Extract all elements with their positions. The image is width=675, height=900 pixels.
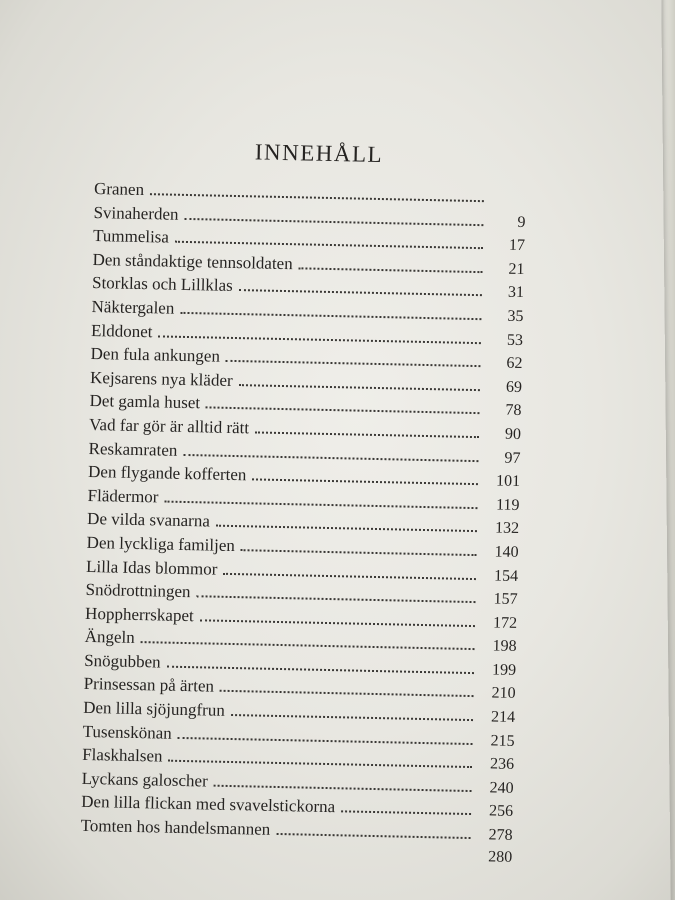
toc-entry-page: 199 — [491, 661, 517, 679]
dot-leader — [158, 335, 481, 344]
toc-entry-page: 119 — [495, 496, 520, 514]
toc-title: INNEHÅLL — [254, 139, 384, 168]
dot-leader — [220, 690, 474, 697]
toc-entry-title: De vilda svanarna — [86, 509, 211, 531]
toc-entry-title: Den flygande kofferten — [87, 462, 247, 485]
dot-leader — [200, 619, 475, 627]
dot-leader — [299, 267, 483, 273]
toc-entry-title: Ängeln — [84, 627, 135, 648]
toc-entry-title: Tusenskönan — [82, 721, 172, 743]
toc-entry-page — [484, 202, 526, 203]
toc-entry-page: 132 — [494, 519, 520, 538]
toc-entry-page: 78 — [505, 402, 522, 420]
toc-entry-page: 31 — [507, 284, 525, 302]
toc-entry-page: 17 — [508, 236, 526, 255]
dot-leader — [216, 525, 477, 532]
toc-entry-title: Den lilla sjöjungfrun — [83, 697, 226, 720]
toc-entry-title: Den fula ankungen — [90, 344, 221, 366]
toc-entry-title: Det gamla huset — [89, 391, 201, 413]
dot-leader — [175, 241, 483, 249]
toc-entry-page: 198 — [492, 637, 517, 656]
toc-entry-page: 172 — [492, 614, 518, 632]
toc-entry-page: 69 — [505, 378, 523, 396]
toc-entry-title: Flaskhalsen — [82, 745, 163, 766]
toc-entry-title: Kejsarens nya kläder — [89, 367, 233, 390]
dot-leader — [164, 500, 477, 509]
toc-entry-title: Näktergalen — [91, 296, 175, 318]
toc-entry-title: Tomten hos handelsmannen — [80, 815, 271, 839]
dot-leader — [184, 218, 483, 226]
toc-entry-page: 215 — [490, 732, 515, 750]
dot-leader — [183, 453, 478, 461]
toc-entry-page: 214 — [490, 708, 516, 727]
toc-entry-page: 140 — [494, 543, 519, 561]
dot-leader — [206, 407, 480, 415]
toc-entry-title: Prinsessan på ärten — [83, 674, 215, 697]
toc-entry-page: 240 — [489, 779, 514, 797]
toc-entry-title: Snögubben — [83, 650, 161, 672]
toc-entry-page: 35 — [507, 307, 524, 325]
toc-entry-page: 90 — [504, 425, 522, 443]
dot-leader — [168, 760, 472, 768]
toc-entry-page: 97 — [504, 449, 521, 467]
toc-entry-title: Den lyckliga familjen — [86, 532, 236, 555]
dot-leader — [239, 384, 480, 391]
dot-leader — [196, 595, 475, 603]
toc-entry-page: 53 — [506, 331, 524, 349]
dot-leader — [141, 641, 475, 650]
toc-entry-page: 236 — [489, 755, 515, 774]
toc-entry-title: Den ståndaktige tennsoldaten — [92, 249, 293, 273]
dot-leader — [214, 784, 472, 791]
toc-entry-page: 154 — [493, 566, 519, 585]
dot-leader — [341, 811, 471, 816]
toc-entry-title: Lyckans galoscher — [81, 768, 208, 791]
toc-entry-page: 157 — [493, 590, 518, 609]
toc-entry-page: 210 — [491, 684, 516, 703]
dot-leader — [178, 737, 473, 745]
dot-leader — [231, 714, 473, 721]
toc-entry-page: 9 — [517, 213, 526, 231]
toc-entry-title: Flädermor — [87, 485, 159, 507]
dot-leader — [252, 479, 478, 486]
dot-leader — [223, 572, 476, 579]
toc-entry-page: 256 — [488, 802, 514, 821]
toc-entry-title: Reskamraten — [88, 438, 178, 460]
toc-entry-title: Hoppherrskapet — [84, 603, 194, 625]
toc-entry-title: Tummelisa — [92, 226, 170, 247]
dot-leader — [255, 431, 479, 438]
toc-entry-title: Elddonet — [90, 320, 153, 341]
dot-leader — [241, 549, 477, 556]
toc-entry-page: 278 — [488, 826, 513, 844]
toc-entry-title: Vad far gör är alltid rätt — [88, 414, 250, 438]
dot-leader — [276, 833, 470, 839]
toc-entries — [80, 179, 526, 872]
toc-entry-title: Lilla Idas blommor — [85, 556, 218, 579]
toc-entry-title: Storklas och Lillklas — [91, 273, 233, 296]
dot-leader — [226, 360, 481, 367]
dot-leader — [180, 312, 481, 320]
toc-entry-page: 280 — [487, 848, 513, 866]
toc-entry-title: Den lilla flickan med svavelstickorna — [81, 792, 336, 817]
dot-leader — [239, 289, 482, 296]
toc-entry-title: Svinaherden — [93, 202, 179, 224]
dot-leader — [150, 193, 484, 202]
toc-entry-title: Granen — [93, 179, 145, 200]
toc-entry-page: 21 — [508, 260, 525, 278]
toc-entry-page: 62 — [506, 354, 523, 373]
toc-entry-title: Snödrottningen — [85, 580, 191, 602]
dot-leader — [167, 666, 474, 674]
toc-entry-page: 101 — [495, 472, 521, 491]
